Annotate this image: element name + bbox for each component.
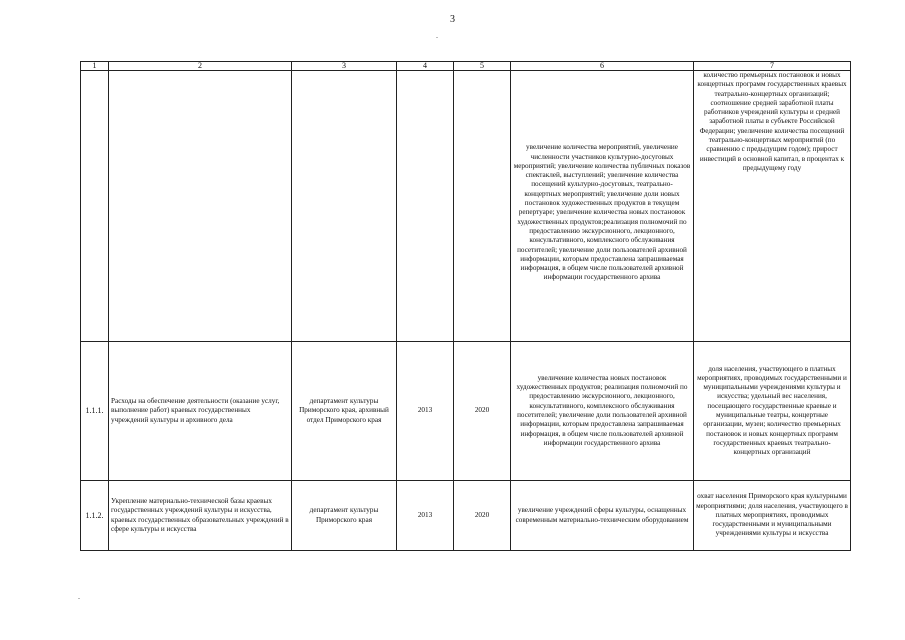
activity-expected-result: увеличение количества мероприятий, увеличение численности участников культурно-досуговых мероприятий; увеличение количества публичных показов спектаклей, выступлений; увеличение количества посещений культурно-досуговых, театрально-концертных мероприятий; увеличение доли новых постановок художественных продуктов в текущем репертуаре; увеличение количества новых постановок художественных продуктов;реализация полномочий по предоставлению экскурсионного, лекционного, консультативного, комплексного обслуживания посетителей; увеличение доли пользователей архивной информации, которым предоставлена запрашиваемая информация, в общем числе пользователей архивной информации государственного архива [511, 71, 694, 342]
column-header: 5 [454, 62, 511, 71]
activity-end-year: 2020 [454, 342, 511, 481]
activity-start-year [397, 71, 454, 342]
scan-speck [78, 598, 80, 599]
table-row [81, 71, 851, 342]
table-header-row [81, 62, 851, 71]
activity-end-year [454, 71, 511, 342]
activity-indicators: количество премьерных постановок и новых концертных программ государственных краевых театрально-концертных организаций; соотношение средней заработной платы работников учреждений культуры и средней заработной платы в субъекте Российской Федерации; увеличение количества посещений театрально-концертных мероприятий (по сравнению с предыдущим годом); прирост инвестиций в основной капитал, в процентах к предыдущему году [694, 71, 851, 342]
activity-name: Укрепление материально-технической базы краевых государственных учреждений культуры и искусства, краевых государственных образовательных учреждений в сфере культуры и искусства [109, 481, 292, 551]
activity-executor [292, 71, 397, 342]
activity-end-year: 2020 [454, 481, 511, 551]
activity-executor: департамент культуры Приморского края [292, 481, 397, 551]
activity-expected-result: увеличение учреждений сферы культуры, оснащенных современным материально-техническим оборудованием [511, 481, 694, 551]
activity-start-year: 2013 [397, 481, 454, 551]
activity-code: 1.1.1. [81, 342, 109, 481]
column-header: 1 [81, 62, 109, 71]
activity-expected-result: увеличение количества новых постановок художественных продуктов; реализация полномочий по предоставлению экскурсионного, лекционного, консультативного, комплексного обслуживания посетителей; увеличение доли пользователей архивной информации, которым предоставлена запрашиваемая информация, в общем числе пользователей архивной информации государственного архива [511, 342, 694, 481]
column-header: 3 [292, 62, 397, 71]
table-row [81, 342, 851, 481]
activity-name: Расходы на обеспечение деятельности (оказание услуг, выполнение работ) краевых государственных учреждений культуры и архивного дела [109, 342, 292, 481]
column-header: 2 [109, 62, 292, 71]
activity-code [81, 71, 109, 342]
table-row [81, 481, 851, 551]
program-activities-table [80, 61, 851, 551]
activity-start-year: 2013 [397, 342, 454, 481]
activity-executor: департамент культуры Приморского края, архивный отдел Приморского края [292, 342, 397, 481]
activity-code: 1.1.2. [81, 481, 109, 551]
page-number: 3 [450, 14, 455, 25]
activity-indicators: доля населения, участвующего в платных мероприятиях, проводимых государственными и муниципальными учреждениями культуры и искусства; удельный вес населения, посещающего государственные краевые и муниципальные театры, концертные организации, музеи; количество премьерных постановок и новых концертных программ государственных краевых театрально-концертных организаций [694, 342, 851, 481]
activity-name [109, 71, 292, 342]
scan-speck [436, 37, 438, 38]
column-header: 6 [511, 62, 694, 71]
column-header: 4 [397, 62, 454, 71]
column-header: 7 [694, 62, 851, 71]
activity-indicators: охват населения Приморского края культурными мероприятиями; доля населения, участвующего в платных мероприятиях, проводимых государственными и муниципальными учреждениями культуры и искусства [694, 481, 851, 551]
